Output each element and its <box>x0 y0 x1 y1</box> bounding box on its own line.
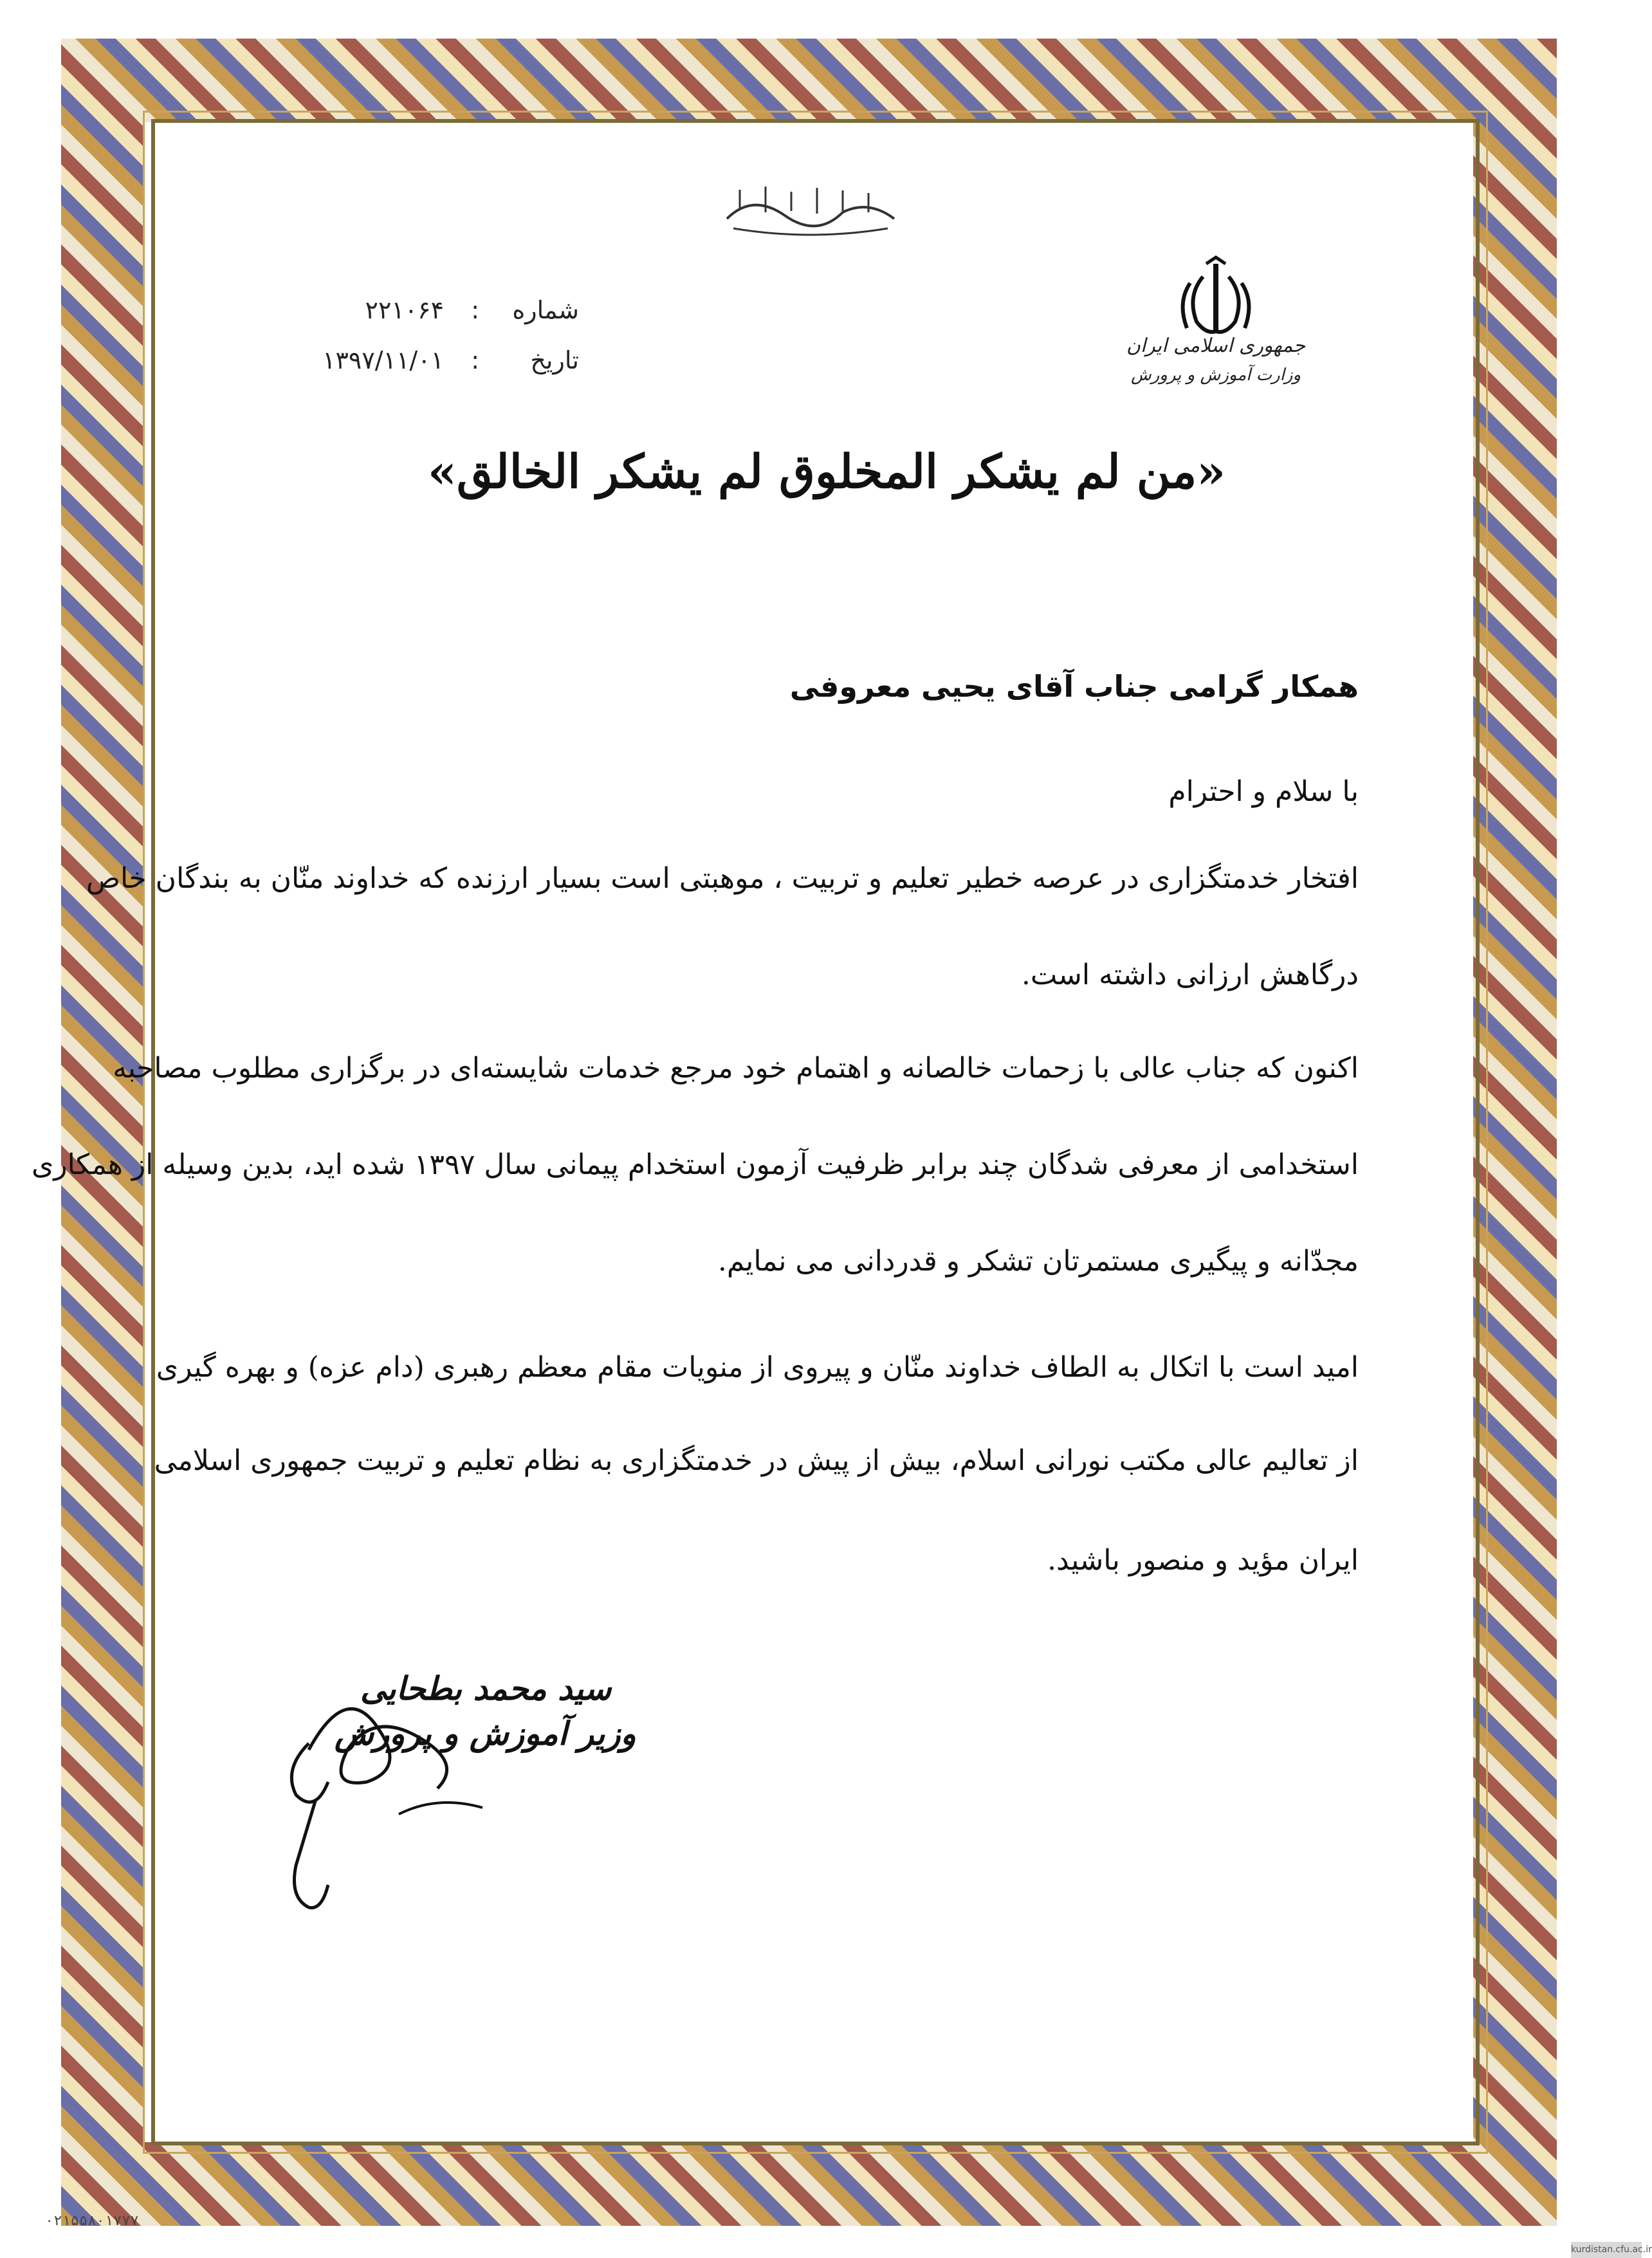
number-label: شماره <box>512 296 579 324</box>
signatory-title: وزیر آموزش و پرورش <box>335 1714 636 1752</box>
body-line-6: امید است با اتکال به الطاف خداوند منّان و پیروی از منویات مقام معظم رهبری (دام عزه) و بهره گیری <box>156 1351 1359 1384</box>
body-line-2: درگاهش ارزانی داشته است. <box>1021 959 1359 991</box>
ministry-name: وزارت آموزش و پرورش <box>1130 365 1301 385</box>
body-line-7: از تعالیم عالی مکتب نورانی اسلام، بیش از پیش در خدمتگزاری به نظام تعلیم و تربیت جمهوری اسلامی <box>154 1444 1359 1477</box>
motto: «من لم یشکر المخلوق لم یشکر الخالق» <box>427 444 1226 499</box>
date-label: تاریخ <box>530 346 579 374</box>
body-line-1: افتخار خدمتگزاری در عرصه خطیر تعلیم و تربیت ، موهبتی است بسیار ارزنده که خداوند منّان به بندگان خاص <box>86 862 1359 895</box>
form-serial: ۰۲۱۵۵۸۰۱۷۷۷ <box>45 2213 139 2229</box>
body-line-4: استخدامی از معرفی شدگان چند برابر ظرفیت آزمون استخدام پیمانی سال ۱۳۹۷ شده اید، بدین وسیله از همکاری <box>31 1148 1359 1181</box>
body-line-3: اکنون که جناب عالی با زحمات خالصانه و اهتمام خود مرجع خدمات شایسته‌ای در برگزاری مطلوب مصاحبه <box>113 1052 1359 1085</box>
svg-text:بسم الله الرحمن الرحیم: بسم الله الرحمن الرحیم <box>807 241 814 242</box>
date-colon: : <box>471 346 479 374</box>
body-line-8: ایران مؤید و منصور باشید. <box>1047 1544 1359 1577</box>
source-watermark: kurdistan.cfu.ac.ir <box>1571 2242 1642 2258</box>
body-line-5: مجدّانه و پیگیری مستمرتان تشکر و قدردانی می نمایم. <box>717 1245 1359 1278</box>
recipient-salutation: همکار گرامی جناب آقای یحیی معروفی <box>789 669 1359 704</box>
iran-emblem-icon <box>1168 257 1264 341</box>
number-colon: : <box>471 296 479 324</box>
bismillah-calligraphy <box>714 174 907 244</box>
greeting: با سلام و احترام <box>1168 775 1359 808</box>
country-name: جمهوری اسلامی ایران <box>1126 335 1306 357</box>
number-value: ۲۲۱۰۶۴ <box>365 296 444 324</box>
date-value: ۱۳۹۷/۱۱/۰۱ <box>322 346 444 374</box>
signatory-name: سید محمد بطحایی <box>360 1669 612 1707</box>
